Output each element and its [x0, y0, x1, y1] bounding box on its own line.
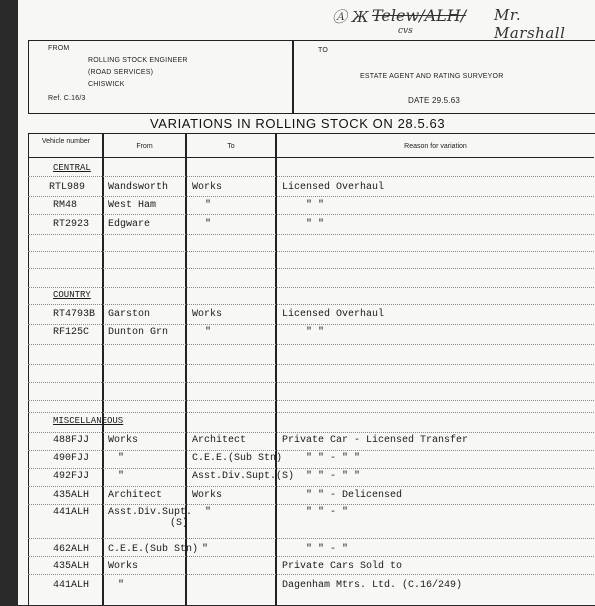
row-rule [28, 486, 594, 487]
row-rule [28, 364, 594, 365]
table-cell-from: Works [108, 435, 139, 446]
table-cell-from: Edgware [108, 219, 151, 230]
table-cell-vehicle: RTL989 [49, 182, 86, 193]
row-rule [28, 400, 594, 401]
document-title: VARIATIONS IN ROLLING STOCK ON 28.5.63 [150, 116, 446, 131]
to-line: ESTATE AGENT AND RATING SURVEYOR [360, 73, 504, 80]
table-cell-from: " [118, 453, 125, 464]
row-rule [28, 251, 594, 252]
row-rule [28, 234, 594, 235]
to-label: TO [318, 47, 328, 54]
table-cell-reason: " " - " " [306, 471, 361, 482]
table-cell-vehicle: 490FJJ [53, 453, 90, 464]
row-rule [28, 324, 594, 325]
table-cell-from: Garston [108, 309, 151, 320]
table-cell-reason: " " [306, 219, 325, 230]
handwritten-sub: cvs [398, 26, 413, 36]
table-cell-vehicle: 435ALH [53, 561, 90, 572]
table-cell-from: Architect [108, 490, 163, 501]
table-cell-to: Architect [192, 435, 247, 446]
table-cell-vehicle: RF125C [53, 327, 90, 338]
table-cell-to: Asst.Div.Supt.(S) [192, 471, 295, 482]
table-cell-to: " [205, 327, 212, 338]
column-header-to: To [227, 143, 235, 150]
table-cell-vehicle: RT4793B [53, 309, 96, 320]
row-rule [28, 176, 594, 177]
column-divider-1 [102, 133, 104, 605]
table-cell-vehicle: 488FJJ [53, 435, 90, 446]
table-cell-reason: Dagenham Mtrs. Ltd. (C.16/249) [282, 580, 463, 591]
column-header-reason: Reason for variation [404, 143, 467, 150]
column-divider-3 [275, 133, 277, 605]
table-cell-vehicle: 492FJJ [53, 471, 90, 482]
table-cell-reason: " " - " " [306, 453, 361, 464]
row-rule [28, 538, 594, 539]
header-box [28, 40, 595, 114]
row-rule [28, 196, 594, 197]
table-cell-vehicle: 462ALH [53, 544, 90, 555]
table-cell-from: Asst.Div.Supt. [108, 507, 193, 518]
table-cell-to: " [205, 200, 212, 211]
row-rule [28, 504, 594, 505]
from-line-1: ROLLING STOCK ENGINEER [88, 57, 188, 64]
table-cell-reason: " " [306, 327, 325, 338]
row-rule [28, 268, 594, 269]
from-line-2: (ROAD SERVICES) [88, 69, 154, 76]
row-rule [28, 468, 594, 469]
table-cell-reason: " " - Delicensed [306, 490, 403, 501]
row-rule [28, 432, 594, 433]
table-cell-to: " [205, 219, 212, 230]
row-rule [28, 574, 594, 575]
handwritten-initials: Ⓐ Ж [332, 8, 369, 26]
column-header-rule [28, 157, 594, 158]
row-rule [28, 344, 594, 345]
table-cell-from: West Ham [108, 200, 157, 211]
table-cell-to: Works [192, 182, 223, 193]
handwritten-routing: Telew/ALH/ [372, 6, 467, 25]
row-rule [28, 556, 594, 557]
memo-date: DATE 29.5.63 [408, 96, 461, 105]
section-miscellaneous: MISCELLANEOUS [53, 416, 124, 426]
table-cell-vehicle: RM48 [53, 200, 78, 211]
table-cell-vehicle: RT2923 [53, 219, 90, 230]
row-rule [28, 382, 594, 383]
table-cell-from: " [118, 471, 125, 482]
table-cell-reason: Licensed Overhaul [282, 182, 385, 193]
table-cell-vehicle: 435ALH [53, 490, 90, 501]
table-cell-from-continued: (S) [170, 518, 189, 529]
table-cell-to: Works [192, 309, 223, 320]
row-rule [28, 412, 594, 413]
table-cell-reason: " " - " [306, 544, 349, 555]
row-rule [28, 214, 594, 215]
handwritten-recipient: Mr. Marshall [494, 6, 566, 42]
table-cell-reason: Private Cars Sold to [282, 561, 403, 572]
from-line-3: CHISWICK [88, 81, 125, 88]
table-cell-from: Dunton Grn [108, 327, 169, 338]
column-header-from: From [136, 143, 153, 150]
row-rule [28, 450, 594, 451]
row-rule [28, 304, 594, 305]
table-cell-reason: " " [306, 200, 325, 211]
column-header-vehicle: Vehicle number [41, 138, 91, 145]
table-cell-reason: " " - " [306, 507, 349, 518]
table-cell-from: C.E.E.(Sub Stn) [108, 544, 199, 555]
table-cell-vehicle: 441ALH [53, 507, 90, 518]
table-cell-vehicle: 441ALH [53, 580, 90, 591]
table-cell-from: Works [108, 561, 139, 572]
row-rule [28, 287, 594, 288]
table-cell-to: " [205, 507, 212, 518]
header-divider [292, 40, 294, 114]
column-divider-2 [185, 133, 187, 605]
table-cell-reason: Licensed Overhaul [282, 309, 385, 320]
table-cell-to: " [202, 544, 209, 555]
from-label: FROM [48, 45, 70, 52]
table-cell-to: C.E.E.(Sub Stn) [192, 453, 283, 464]
table-cell-from: Wandsworth [108, 182, 169, 193]
reference-number: Ref. C.16/3 [48, 95, 86, 102]
table-cell-to: Works [192, 490, 223, 501]
section-country: COUNTRY [53, 290, 91, 300]
section-central: CENTRAL [53, 163, 91, 173]
table-cell-from: " [118, 580, 125, 591]
table-cell-reason: Private Car - Licensed Transfer [282, 435, 469, 446]
